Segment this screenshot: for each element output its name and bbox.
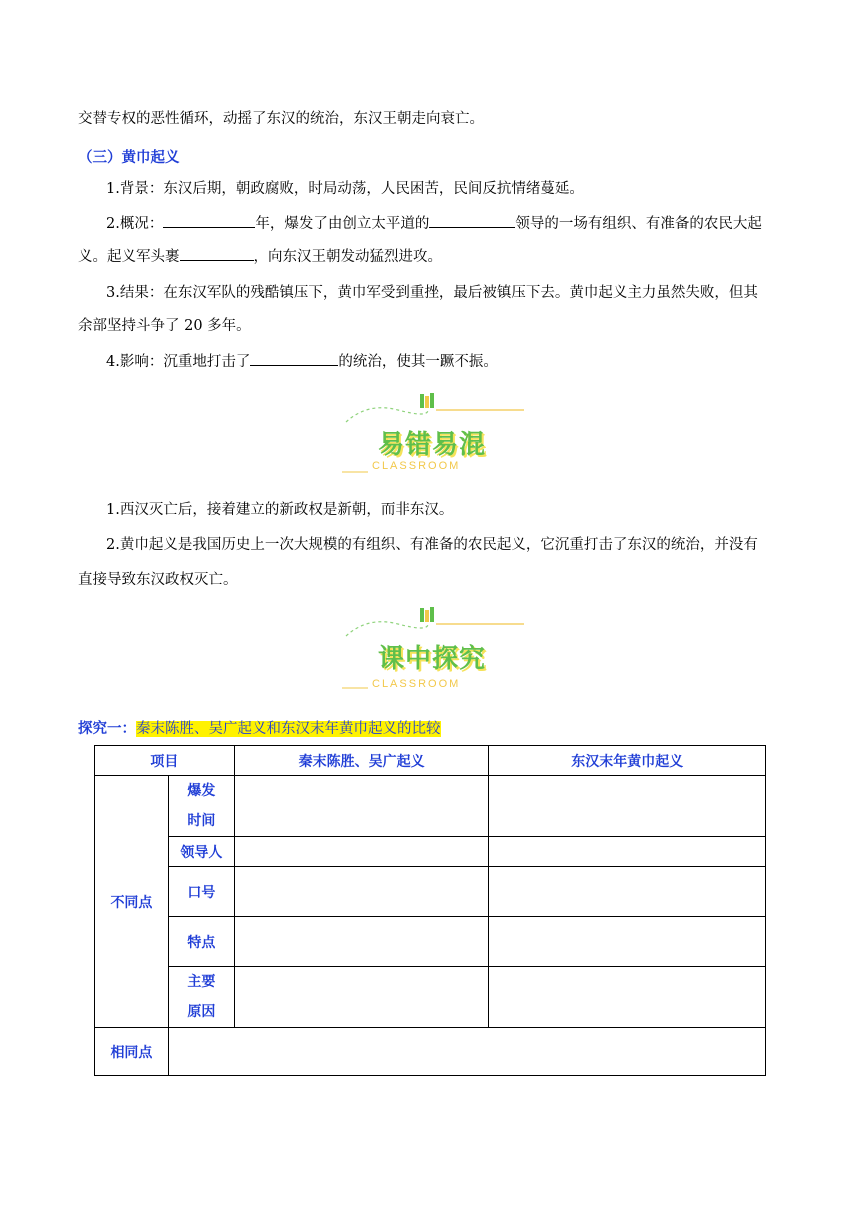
overview-text-e: ，向东汉王朝发动猛烈进攻。 (253, 249, 442, 265)
paragraph-impact (106, 351, 812, 373)
table-row (95, 967, 766, 1028)
blank-leader (429, 213, 515, 228)
blank-headwear (180, 246, 254, 261)
blank-dynasty (250, 351, 338, 366)
overview-text-b: 年，爆发了由创立太平道的 (255, 216, 430, 232)
table-row (95, 837, 766, 867)
cell-empty[interactable] (234, 967, 489, 1028)
overview-text-c: 领导的一场有组织、有准备的农民大起 (515, 216, 762, 232)
explore-heading (78, 718, 441, 740)
banner-mistakes (338, 388, 528, 484)
row-label-leader: 领导人 (168, 837, 234, 867)
table-row (95, 1028, 766, 1076)
row-label-reason-line2: 原因 (187, 1004, 216, 1020)
header-col2: 东汉末年黄巾起义 (489, 746, 766, 776)
cell-empty[interactable] (489, 837, 766, 867)
paragraph-overview-cont (78, 246, 784, 268)
banner-explore (338, 602, 528, 698)
group-same-label: 相同点 (95, 1028, 169, 1076)
row-label-feature: 特点 (168, 917, 234, 967)
banner-subtitle: CLASSROOM (372, 460, 461, 472)
cell-empty[interactable] (234, 837, 489, 867)
banner-title: 课中探究 (378, 644, 487, 674)
paragraph-background: 1.背景：东汉后期，朝政腐败，时局动荡，人民困苦，民间反抗情绪蔓延。 (106, 181, 584, 197)
table-row (95, 917, 766, 967)
table-row (95, 867, 766, 917)
banner-subtitle: CLASSROOM (372, 678, 461, 690)
cell-empty[interactable] (489, 967, 766, 1028)
cell-empty[interactable] (489, 776, 766, 837)
row-label-time (168, 776, 234, 837)
impact-text-b: 的统治，使其一蹶不振。 (338, 354, 498, 370)
cell-empty[interactable] (234, 776, 489, 837)
banner-title: 易错易混 (378, 430, 487, 460)
section-heading: （三）黄巾起义 (78, 150, 180, 166)
cell-empty[interactable] (234, 917, 489, 967)
overview-text-d: 义。起义军头裹 (78, 249, 180, 265)
mistake-item-1: 1.西汉灭亡后，接着建立的新政权是新朝，而非东汉。 (106, 502, 454, 518)
cell-empty[interactable] (489, 917, 766, 967)
row-label-slogan: 口号 (168, 867, 234, 917)
comparison-table (94, 745, 766, 1076)
paragraph-result: 3.结果：在东汉军队的残酷镇压下，黄巾军受到重挫，最后被镇压下去。黄巾起义主力虽然失败，但其 (106, 285, 758, 301)
mistake-item-2: 2.黄巾起义是我国历史上一次大规模的有组织、有准备的农民起义，它沉重打击了东汉的统治，并没有 (106, 537, 758, 553)
blank-year (163, 213, 255, 228)
cell-empty[interactable] (234, 867, 489, 917)
row-label-reason (168, 967, 234, 1028)
paragraph-result-cont: 余部坚持斗争了 20 多年。 (78, 318, 251, 334)
overview-text-a: 2.概况： (106, 216, 164, 232)
paragraph-continuation: 交替专权的恶性循环，动摇了东汉的统治，东汉王朝走向衰亡。 (78, 111, 484, 127)
impact-text-a: 4.影响：沉重地打击了 (106, 354, 251, 370)
group-diff-label: 不同点 (95, 776, 169, 1028)
mistake-item-2-cont: 直接导致东汉政权灭亡。 (78, 572, 238, 588)
table-row (95, 776, 766, 837)
header-col1: 秦末陈胜、吴广起义 (234, 746, 489, 776)
header-item: 项目 (95, 746, 235, 776)
row-label-time-line1: 爆发 (187, 783, 216, 799)
row-label-reason-line1: 主要 (187, 974, 216, 990)
explore-topic: 秦末陈胜、吴广起义和东汉末年黄巾起义的比较 (136, 721, 441, 737)
explore-label: 探究一： (78, 721, 136, 737)
paragraph-overview (106, 213, 812, 235)
table-header-row (95, 746, 766, 776)
row-label-time-line2: 时间 (187, 813, 216, 829)
cell-empty[interactable] (489, 867, 766, 917)
cell-empty[interactable] (168, 1028, 765, 1076)
